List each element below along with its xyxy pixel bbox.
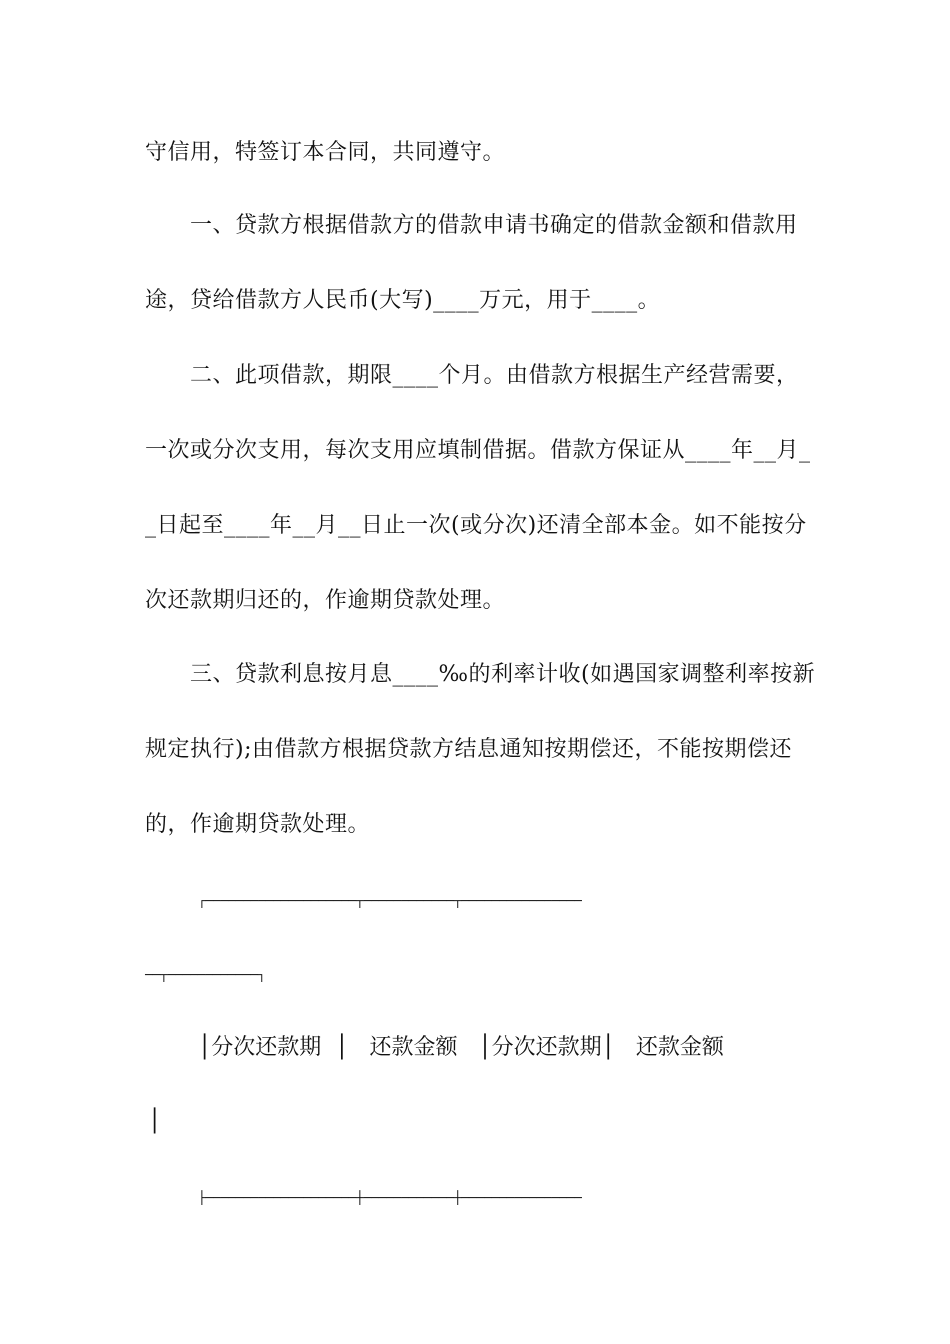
table-border-mid: ├────────────────────┼────────────┼──────────────── — [198, 1190, 582, 1205]
paragraph-line-6: _日起至____年__月__日止一次(或分次)还清全部本金。如不能按分 — [145, 513, 807, 538]
table-border-top-1: ┌────────────────────┬────────────┬──────────────── — [198, 893, 582, 908]
paragraph-line-3: 途，贷给借款方人民币(大写)____万元，用于____。 — [145, 288, 661, 313]
paragraph-line-2: 一、贷款方根据借款方的借款申请书确定的借款金额和借款用 — [190, 213, 798, 238]
paragraph-line-5: 一次或分次支用，每次支用应填制借据。借款方保证从____年__月_ — [145, 438, 811, 463]
paragraph-line-4: 二、此项借款，期限____个月。由借款方根据生产经营需要， — [190, 363, 799, 388]
paragraph-line-7: 次还款期归还的，作逾期贷款处理。 — [145, 588, 506, 613]
table-header-row-end: │ — [148, 1109, 162, 1134]
table-border-top-2: ──┬────────────┐ — [145, 967, 266, 982]
paragraph-line-10: 的，作逾期贷款处理。 — [145, 812, 371, 837]
paragraph-line-1: 守信用，特签订本合同，共同遵守。 — [145, 140, 506, 165]
table-header-row: │分次还款期 │ 还款金额 │分次还款期│ 还款金额 — [198, 1035, 724, 1060]
paragraph-line-8: 三、贷款利息按月息____‰的利率计收(如遇国家调整利率按新 — [190, 662, 816, 687]
paragraph-line-9: 规定执行);由借款方根据贷款方结息通知按期偿还，不能按期偿还 — [145, 737, 792, 762]
